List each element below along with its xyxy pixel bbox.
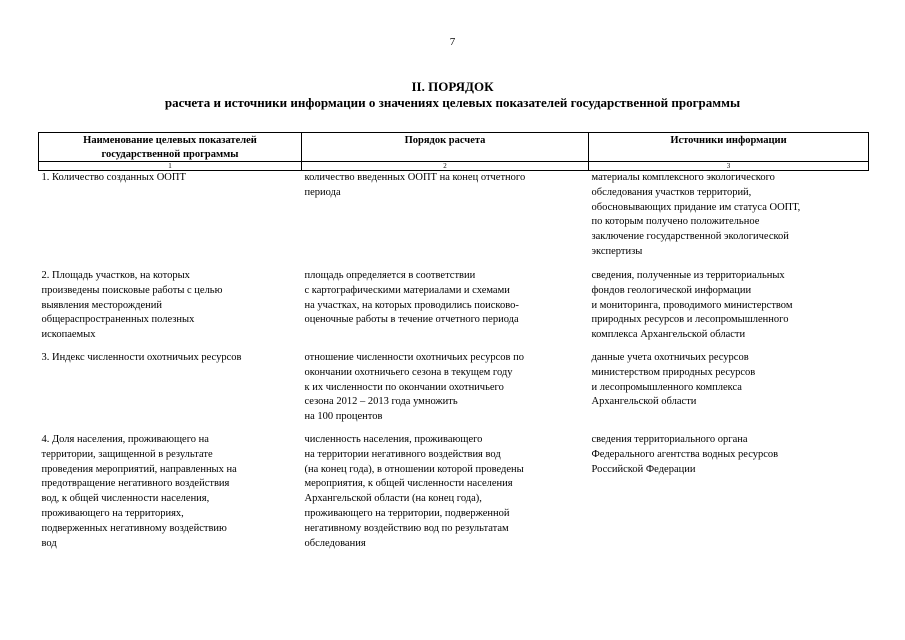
cell-text-line: периода bbox=[304, 186, 341, 198]
calculation-cell bbox=[302, 171, 589, 270]
table-row bbox=[39, 269, 869, 351]
cell-text-line: (на конец года), в отношении которой проведены bbox=[304, 463, 524, 475]
cell-text-line: численность населения, проживающего bbox=[304, 434, 483, 445]
cell-text-line: выявления месторождений bbox=[41, 299, 163, 311]
cell-text-line: негативному воздействию вод по результатам bbox=[304, 522, 509, 534]
cell-text-line: подверженных негативному воздействию bbox=[41, 522, 227, 534]
cell-text-line: ископаемых bbox=[41, 329, 96, 341]
column-number: 3 bbox=[589, 162, 869, 171]
indicator-name-cell bbox=[39, 351, 302, 433]
table-row bbox=[39, 351, 869, 433]
cell-text-line: и мониторинга, проводимого министерством bbox=[591, 299, 793, 311]
cell-text-line: с картографическими материалами и схемами bbox=[304, 284, 510, 296]
cell-text-line: предотвращение негативного воздействия bbox=[41, 478, 230, 490]
cell-text-line: Федерального агентства водных ресурсов bbox=[591, 448, 779, 460]
calculation-cell bbox=[302, 433, 589, 559]
cell-text-line: сведения территориального органа bbox=[591, 434, 748, 445]
cell-text-line: количество введенных ООПТ на конец отчетного bbox=[304, 172, 526, 183]
calculation-cell bbox=[302, 351, 589, 433]
cell-text-line: 4. Доля населения, проживающего на bbox=[41, 434, 209, 445]
cell-text-line: заключение государственной экологической bbox=[591, 231, 789, 243]
header-line: Наименование целевых показателей bbox=[83, 135, 257, 146]
cell-text-line: 3. Индекс численности охотничьих ресурсов bbox=[41, 352, 242, 363]
cell-text-line: отношение численности охотничьих ресурсов по bbox=[304, 352, 524, 363]
header-calculation bbox=[302, 133, 589, 162]
cell-text-line: комплекса Архангельской области bbox=[591, 329, 746, 341]
cell-text-line: обосновывающих придание им статуса ООПТ, bbox=[591, 201, 801, 213]
cell-text-line: материалы комплексного экологического bbox=[591, 172, 775, 183]
cell-text-line: окончании охотничьего сезона в текущем году bbox=[304, 366, 513, 378]
sources-cell bbox=[589, 269, 869, 351]
cell-text-line: фондов геологической информации bbox=[591, 284, 752, 296]
cell-text-line: 1. Количество созданных ООПТ bbox=[41, 172, 186, 183]
cell-text-line: мероприятия, к общей численности населения bbox=[304, 478, 513, 490]
cell-text-line: вод, к общей численности населения, bbox=[41, 493, 210, 505]
column-number: 1 bbox=[39, 162, 302, 171]
cell-text-line: вод bbox=[41, 537, 57, 549]
cell-text-line: территории, защищенной в результате bbox=[41, 448, 213, 460]
cell-text-line: и лесопромышленного комплекса bbox=[591, 381, 742, 393]
sources-cell bbox=[589, 433, 869, 559]
column-number-row bbox=[39, 162, 869, 171]
cell-text-line: проведения мероприятий, направленных на bbox=[41, 463, 237, 475]
header-row bbox=[39, 133, 869, 162]
indicator-name-cell bbox=[39, 269, 302, 351]
indicator-name-cell bbox=[39, 433, 302, 559]
page-number: 7 bbox=[449, 36, 456, 48]
cell-text-line: сведения, полученные из территориальных bbox=[591, 270, 785, 281]
cell-text-line: проживающего на территории, подверженной bbox=[304, 507, 510, 519]
header-line: государственной программы bbox=[101, 148, 239, 160]
header-line: Порядок расчета bbox=[404, 135, 486, 146]
sources-cell bbox=[589, 171, 869, 270]
cell-text-line: природных ресурсов и лесопромышленного bbox=[591, 314, 789, 326]
cell-text-line: по которым получено положительное bbox=[591, 216, 760, 228]
header-indicator-name bbox=[39, 133, 302, 162]
sources-cell bbox=[589, 351, 869, 433]
cell-text-line: площадь определяется в соответствии bbox=[304, 270, 476, 281]
table-row bbox=[39, 171, 869, 270]
cell-text-line: 2. Площадь участков, на которых bbox=[41, 270, 190, 281]
cell-text-line: на территории негативного воздействия вод bbox=[304, 448, 501, 460]
cell-text-line: на 100 процентов bbox=[304, 411, 383, 423]
table-row bbox=[39, 433, 869, 559]
cell-text-line: обследования участков территорий, bbox=[591, 186, 752, 198]
cell-text-line: министерством природных ресурсов bbox=[591, 366, 756, 378]
cell-text-line: данные учета охотничьих ресурсов bbox=[591, 352, 749, 363]
header-line: Источники информации bbox=[670, 135, 787, 146]
cell-text-line: обследования bbox=[304, 537, 366, 549]
calculation-cell bbox=[302, 269, 589, 351]
cell-text-line: на участках, на которых проводились поисково- bbox=[304, 299, 519, 311]
column-number: 2 bbox=[302, 162, 589, 171]
cell-text-line: произведены поисковые работы с целью bbox=[41, 284, 223, 296]
indicators-table bbox=[38, 132, 869, 559]
cell-text-line: проживающего на территориях, bbox=[41, 507, 184, 519]
section-subtitle: расчета и источники информации о значениях целевых показателей государственной программы bbox=[164, 95, 741, 110]
cell-text-line: оценочные работы в течение отчетного периода bbox=[304, 314, 519, 326]
cell-text-line: сезона 2012 – 2013 года умножить bbox=[304, 396, 458, 408]
cell-text-line: к их численности по окончании охотничьего bbox=[304, 381, 504, 393]
section-title: II. ПОРЯДОК bbox=[411, 79, 494, 94]
header-sources bbox=[589, 133, 869, 162]
cell-text-line: Российской Федерации bbox=[591, 463, 696, 475]
cell-text-line: Архангельской области bbox=[591, 396, 697, 408]
indicator-name-cell bbox=[39, 171, 302, 270]
cell-text-line: экспертизы bbox=[591, 245, 643, 257]
cell-text-line: общераспространенных полезных bbox=[41, 314, 195, 326]
cell-text-line: Архангельской области (на конец года), bbox=[304, 493, 482, 505]
